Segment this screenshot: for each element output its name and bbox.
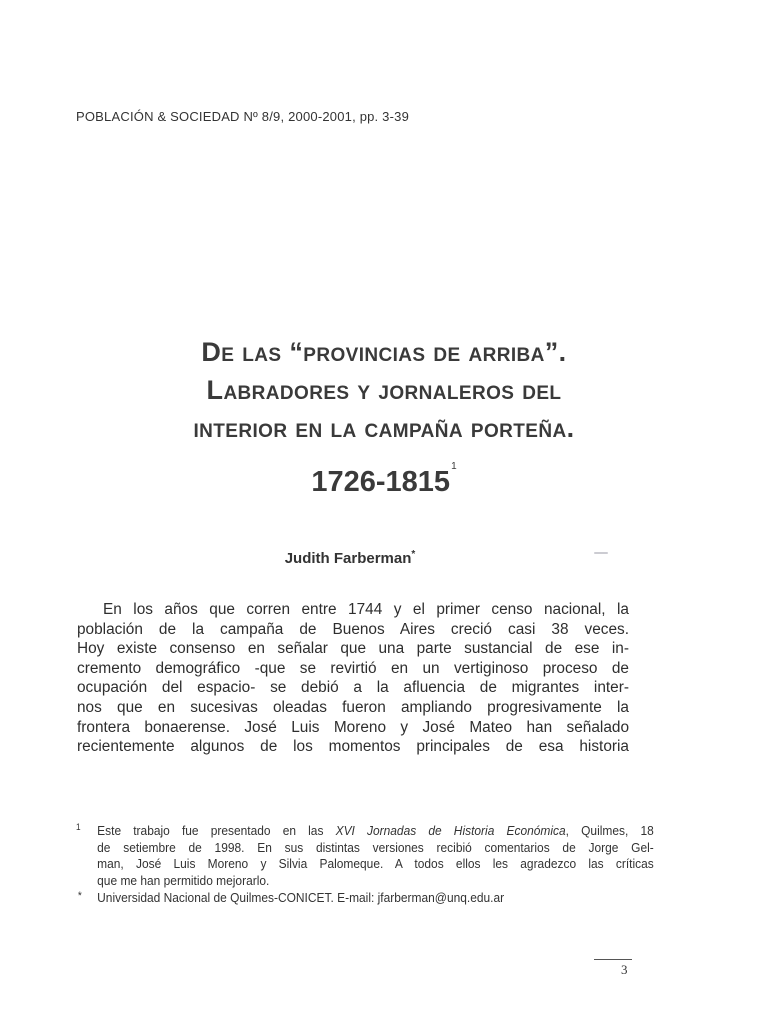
body-line: recientemente algunos de los momentos principales de esa historia [77, 738, 629, 756]
footnote-line [97, 823, 654, 840]
footnote-affiliation [76, 890, 588, 907]
footnote-line: man, José Luis Moreno y Silvia Palomeque. A todos ellos les agradezco las críticas [97, 856, 654, 871]
author-name: Judith Farberman [284, 550, 412, 567]
title-line-1: De las “provincias de arriba”. [201, 337, 567, 367]
body-line: ocupación del espacio- se debió a la afluencia de migrantes inter- [77, 679, 629, 697]
title-line-2: Labradores y jornaleros del [206, 375, 562, 405]
title-years-text: 1726-1815 [311, 466, 451, 498]
scan-speck [594, 552, 608, 554]
footnote-marker: 1 [76, 822, 81, 832]
footnote-line: que me han permitido mejorarlo. [97, 872, 270, 888]
body-line: En los años que corren entre 1744 y el primer censo nacional, la [103, 601, 629, 618]
title-years [60, 447, 708, 502]
footnote-event-title: XVI Jornadas de Historia Económica [335, 823, 566, 838]
author-footnote-marker[interactable]: * [411, 549, 416, 560]
footnote-line: de setiembre de 1998. En sus distintas versiones recibió comentarios de Jorge Gel- [97, 839, 654, 855]
page-number: 3 [621, 962, 628, 977]
article-title [60, 333, 708, 502]
footnotes [76, 822, 654, 907]
title-line-3: interior en la campaña porteña. [193, 413, 575, 443]
footnote-text: , Quilmes, 18 [565, 823, 654, 838]
page-number-rule [594, 959, 632, 960]
body-line: Hoy existe consenso en señalar que una parte sustancial de ese in- [77, 640, 629, 658]
body-line: cremento demográfico -que se revirtió en un vertiginoso proceso de [77, 659, 629, 677]
title-footnote-marker[interactable]: 1 [451, 461, 457, 472]
body-line: población de la campaña de Buenos Aires creció casi 38 veces. [77, 620, 629, 638]
running-head: POBLACIÓN & SOCIEDAD Nº 8/9, 2000-2001, pp. 3-39 [76, 109, 410, 124]
body-line: frontera bonaerense. José Luis Moreno y José Mateo han señalado [77, 718, 629, 736]
footnote-line: Universidad Nacional de Quilmes-CONICET. E-mail: jfarberman@unq.edu.ar [97, 890, 505, 905]
body-paragraph [77, 600, 629, 757]
body-line: nos que en sucesivas oleadas fueron ampliando progresivamente la [77, 698, 629, 716]
footnote-marker: * [77, 890, 82, 902]
footnote-text: Este trabajo fue presentado en las [97, 823, 336, 838]
footnote-1 [76, 822, 654, 889]
